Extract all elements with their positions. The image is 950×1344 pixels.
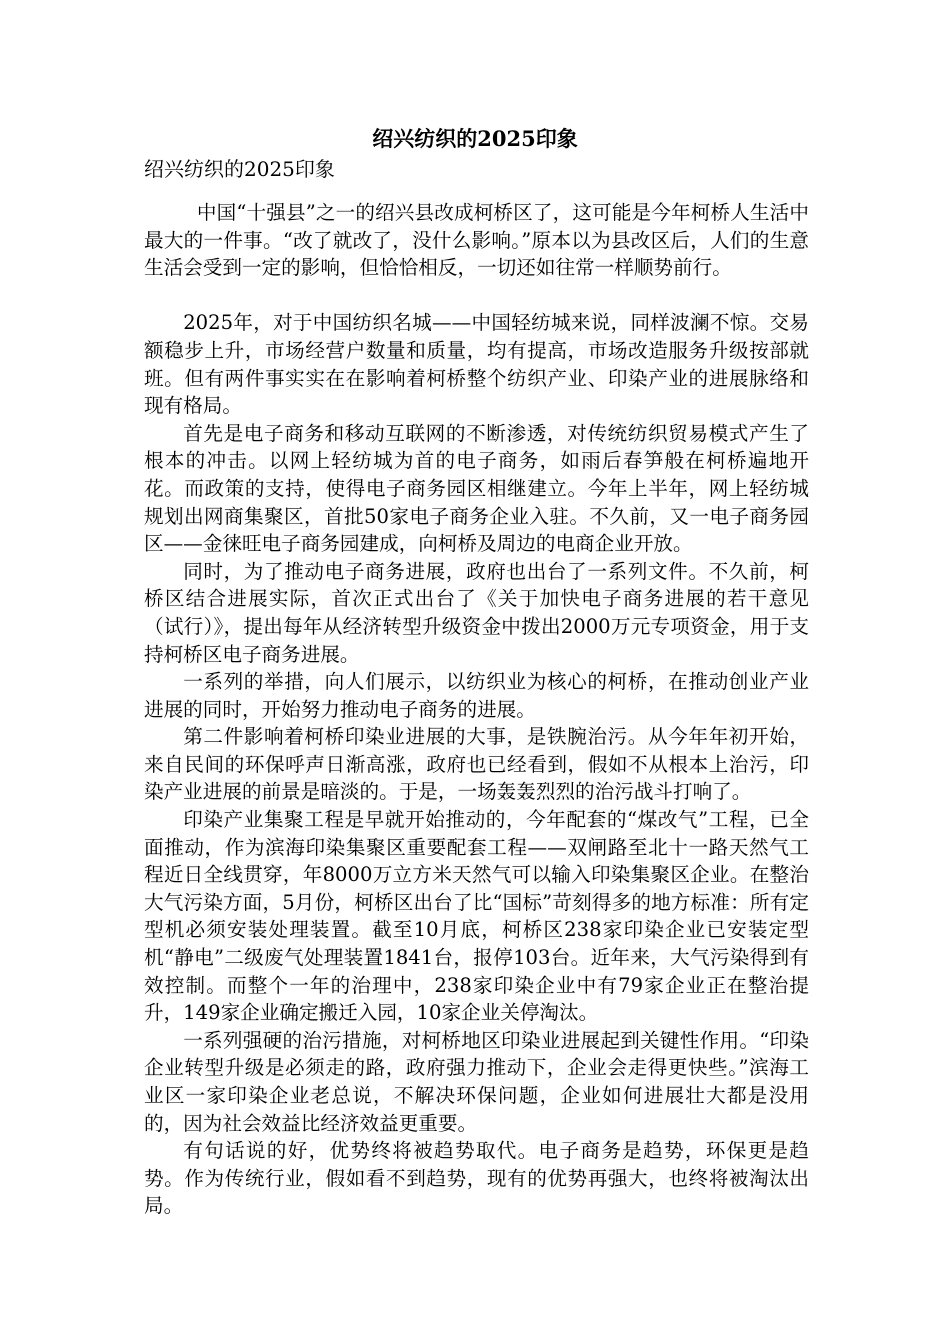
paragraph: 同时，为了推动电子商务进展，政府也出台了一系列文件。不久前，柯桥区结合进展实际，首次正式出台了《关于加快电子商务进展的若干意见（试行）》，提出每年从经济转型升级资金中拨出2000万元专项资金，用于支持柯桥区电子商务进展。 [144, 559, 809, 666]
paragraph: 一系列的举措，向人们展示，以纺织业为核心的柯桥，在推动创业产业进展的同时，开始努力推动电子商务的进展。 [144, 670, 809, 721]
paragraph: 一系列强硬的治污措施，对柯桥地区印染业进展起到关键性作用。“印染企业转型升级是必须走的路，政府强力推动下，企业会走得更快些。”滨海工业区一家印染企业老总说，不解决环保问题，企业如何进展壮大都是没用的，因为社会效益比经济效益更重要。 [144, 1028, 809, 1135]
paragraph: 2025年，对于中国纺织名城——中国轻纺城来说，同样波澜不惊。交易额稳步上升，市场经营户数量和质量，均有提高，市场改造服务升级按部就班。但有两件事实实在在影响着柯桥整个纺织产业、印染产业的进展脉络和现有格局。 [144, 311, 809, 418]
paragraph: 第二件影响着柯桥印染业进展的大事，是铁腕治污。从今年年初开始，来自民间的环保呼声日渐高涨，政府也已经看到，假如不从根本上治污，印染产业进展的前景是暗淡的。于是，一场轰轰烈烈的治污战斗打响了。 [144, 725, 809, 804]
paragraph: 印染产业集聚工程是早就开始推动的，今年配套的“煤改气”工程，已全面推动，作为滨海印染集聚区重要配套工程——双闸路至北十一路天然气工程近日全线贯穿，年8000万立方米天然气可以输入印染集聚区企业。在整治大气污染方面，5月份，柯桥区出台了比“国标”苛刻得多的地方标准：所有定型机必须安装处理装置。截至10月底，柯桥区238家印染企业已安装定型机“静电”二级废气处理装置1841台，报停103台。近年来，大气污染得到有效控制。而整个一年的治理中，238家印染企业中有79家企业正在整治提升，149家企业确定搬迁入园，10家企业关停淘汰。 [144, 808, 809, 1025]
paragraph: 有句话说的好，优势终将被趋势取代。电子商务是趋势，环保更是趋势。作为传统行业，假如看不到趋势，现有的优势再强大，也终将被淘汰出局。 [144, 1139, 809, 1218]
document-subtitle: 绍兴纺织的2025印象 [144, 157, 335, 181]
document-title: 绍兴纺织的2025印象 [372, 126, 578, 151]
paragraph-spacer [144, 282, 809, 310]
paragraph-intro: 中国“十强县”之一的绍兴县改成柯桥区了，这可能是今年柯桥人生活中最大的一件事。“改了就改了，没什么影响。”原本以为县改区后，人们的生意生活会受到一定的影响，但恰恰相反，一切还如往常一样顺势前行。 [144, 201, 809, 280]
paragraph: 首先是电子商务和移动互联网的不断渗透，对传统纺织贸易模式产生了根本的冲击。以网上轻纺城为首的电子商务，如雨后春笋般在柯桥遍地开花。而政策的支持，使得电子商务园区相继建立。今年上半年，网上轻纺城规划出网商集聚区，首批50家电子商务企业入驻。不久前，又一电子商务园区——金徕旺电子商务园建成，向柯桥及周边的电商企业开放。 [144, 421, 809, 556]
document-body [144, 199, 809, 1220]
